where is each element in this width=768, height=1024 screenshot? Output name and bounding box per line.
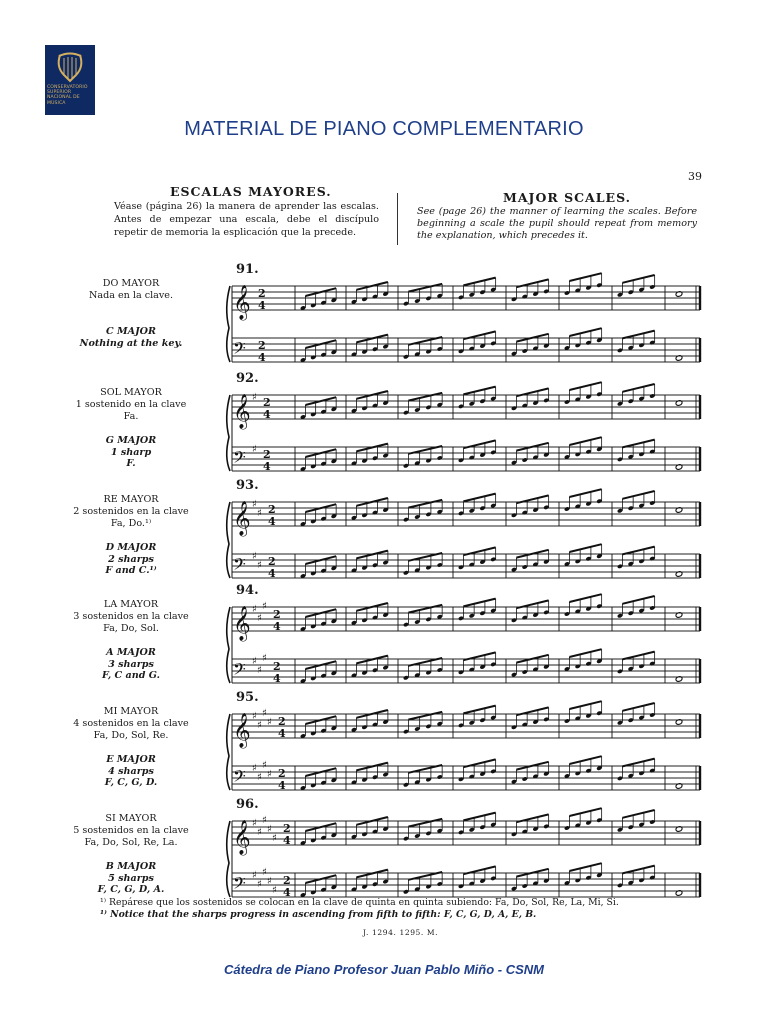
scale-number: 96. — [236, 797, 259, 812]
note-beam — [622, 547, 654, 555]
logo-text: CONSERVATORIO SUPERIOR NACIONAL DE MÚSICA — [47, 85, 88, 106]
bass-clef-icon: 𝄢 — [233, 447, 246, 471]
treble-clef-icon: 𝄞 — [233, 606, 251, 641]
time-signature: 2 — [258, 339, 266, 352]
brace-icon — [227, 821, 230, 897]
english-label-line: E MAJOR — [106, 754, 156, 765]
note-beam — [622, 596, 654, 604]
time-signature: 4 — [268, 515, 276, 528]
english-label-line: 2 sharps — [108, 553, 154, 565]
footer-credit: Cátedra de Piano Profesor Juan Pablo Miño - CSNM — [224, 962, 544, 977]
note-beam — [356, 551, 388, 559]
note-beam — [622, 652, 654, 660]
note-beam — [569, 863, 601, 871]
spanish-label-line: SI MAYOR — [105, 813, 157, 824]
time-signature: 4 — [263, 460, 271, 473]
sharp-icon: ♯ — [262, 653, 267, 664]
heading-english: MAJOR SCALES. — [503, 190, 632, 205]
bass-clef-icon: 𝄢 — [233, 873, 246, 897]
note-beam — [408, 500, 442, 508]
note-beam — [569, 382, 601, 390]
spanish-label-line: Fa, Do, Sol. — [103, 623, 159, 634]
english-scale-label — [56, 754, 206, 789]
scale-number: 94. — [236, 583, 259, 598]
spanish-label-line: SOL MAYOR — [100, 387, 162, 398]
time-signature: 4 — [283, 834, 291, 847]
note-beam — [569, 489, 601, 497]
sharp-icon: ♯ — [257, 772, 262, 783]
note-beam — [356, 444, 388, 452]
scale-number: 91. — [236, 262, 259, 277]
intro-spanish: Véase (página 26) la manera de aprender las escalas. Antes de empezar una escala, debe el discípulo repetir de memoria la esplicación que la precede. — [114, 201, 379, 238]
note-beam — [569, 544, 601, 552]
spanish-label-line: 2 sostenidos en la clave — [73, 506, 189, 517]
english-label-line: F, C and G. — [102, 670, 160, 681]
sharp-icon: ♯ — [257, 879, 262, 890]
grand-staff — [228, 599, 700, 691]
sharp-icon: ♯ — [257, 720, 262, 731]
time-signature: 2 — [283, 874, 291, 887]
time-signature: 4 — [273, 672, 281, 685]
page-number: 39 — [688, 170, 702, 183]
treble-clef-icon: 𝄞 — [233, 820, 251, 855]
note-beam — [622, 384, 654, 392]
time-signature: 2 — [258, 287, 266, 300]
conservatory-logo — [45, 45, 95, 115]
note-beam — [622, 810, 654, 818]
heading-spanish: ESCALAS MAYORES. — [170, 184, 332, 199]
note-beam — [463, 278, 495, 286]
spanish-label-line: Fa, Do, Sol, Re, La. — [84, 837, 178, 848]
time-signature: 2 — [273, 660, 281, 673]
grand-staff — [228, 387, 700, 479]
bass-clef-icon: 𝄢 — [233, 554, 246, 578]
note-beam — [569, 649, 601, 657]
time-signature: 2 — [263, 448, 271, 461]
spanish-label-line: 3 sostenidos en la clave — [73, 611, 189, 622]
sharp-icon: ♯ — [267, 717, 272, 728]
time-signature: 2 — [283, 822, 291, 835]
sharp-icon: ♯ — [252, 763, 257, 774]
note-beam — [463, 387, 495, 395]
spanish-label-line: RE MAYOR — [103, 494, 159, 505]
note-beam — [356, 870, 388, 878]
time-signature: 4 — [258, 299, 266, 312]
sharp-icon: ♯ — [267, 769, 272, 780]
sharp-icon: ♯ — [262, 601, 267, 612]
sharp-icon: ♯ — [252, 711, 257, 722]
note-beam — [569, 594, 601, 602]
english-scale-label — [56, 542, 206, 577]
note-beam — [463, 813, 495, 821]
treble-clef-icon: 𝄞 — [233, 501, 251, 536]
english-label-line: 3 sharps — [108, 658, 154, 670]
spanish-label-line: Nada en la clave. — [88, 290, 174, 301]
note-beam — [356, 335, 388, 343]
note-beam — [408, 605, 442, 613]
note-beam — [463, 706, 495, 714]
plate-number: J. 1294. 1295. M. — [363, 928, 439, 937]
sharp-icon: ♯ — [262, 815, 267, 826]
sharp-icon: ♯ — [257, 613, 262, 624]
note-beam — [463, 494, 495, 502]
brace-icon — [227, 286, 230, 362]
note-beam — [569, 808, 601, 816]
sharp-icon: ♯ — [252, 604, 257, 615]
note-beam — [569, 437, 601, 445]
note-beam — [356, 763, 388, 771]
brace-icon — [227, 395, 230, 471]
english-scale-label — [56, 861, 206, 896]
time-signature: 2 — [278, 767, 286, 780]
scale-number: 95. — [236, 690, 259, 705]
english-scale-label — [56, 647, 206, 682]
spanish-label-line: Fa. — [123, 411, 139, 422]
spanish-label-line: DO MAYOR — [102, 278, 160, 289]
scale-number: 93. — [236, 478, 259, 493]
time-signature: 4 — [283, 886, 291, 899]
note-beam — [569, 273, 601, 281]
english-label-line: F and C.¹⁾ — [105, 565, 157, 576]
spanish-scale-label — [56, 706, 206, 742]
note-beam — [622, 275, 654, 283]
note-beam — [622, 759, 654, 767]
spanish-label-line: Fa, Do.¹⁾ — [110, 518, 152, 529]
bass-clef-icon: 𝄢 — [233, 338, 246, 362]
english-label-line: F, C, G, D. — [104, 777, 158, 788]
english-label-line: 4 sharps — [108, 765, 154, 777]
spanish-scale-label — [56, 278, 206, 302]
brace-icon — [227, 607, 230, 683]
time-signature: 4 — [273, 620, 281, 633]
lyre-icon — [54, 51, 86, 85]
english-label-line: G MAJOR — [105, 435, 157, 446]
sharp-icon: ♯ — [252, 818, 257, 829]
sharp-icon: ♯ — [262, 867, 267, 878]
time-signature: 4 — [278, 727, 286, 740]
sharp-icon: ♯ — [262, 708, 267, 719]
spanish-scale-label — [56, 494, 206, 530]
sharp-icon: ♯ — [267, 876, 272, 887]
note-beam — [569, 756, 601, 764]
sharp-icon: ♯ — [257, 508, 262, 519]
sharp-icon: ♯ — [257, 665, 262, 676]
english-label-line: A MAJOR — [106, 647, 156, 658]
sharp-icon: ♯ — [252, 551, 257, 562]
footnote-english: ¹⁾ Notice that the sharps progress in ascending from fifth to fifth: F, C, G, D, A, E, B. — [100, 909, 537, 920]
english-label-line: B MAJOR — [105, 861, 157, 872]
english-scale-label — [56, 435, 206, 470]
grand-staff — [228, 706, 700, 798]
spanish-label-line: 4 sostenidos en la clave — [73, 718, 189, 729]
sharp-icon: ♯ — [272, 833, 277, 844]
note-beam — [408, 393, 442, 401]
time-signature: 2 — [268, 555, 276, 568]
sharp-icon: ♯ — [252, 392, 257, 403]
note-beam — [569, 328, 601, 336]
note-beam — [463, 599, 495, 607]
grand-staff — [228, 813, 700, 905]
grand-staff — [228, 278, 700, 370]
spanish-scale-label — [56, 813, 206, 849]
english-label-line: 5 sharps — [108, 872, 154, 884]
spanish-label-line: 5 sostenidos en la clave — [73, 825, 189, 836]
sharp-icon: ♯ — [262, 760, 267, 771]
sharp-icon: ♯ — [257, 827, 262, 838]
note-beam — [622, 703, 654, 711]
brace-icon — [227, 714, 230, 790]
note-beam — [356, 656, 388, 664]
bass-clef-icon: 𝄢 — [233, 766, 246, 790]
time-signature: 4 — [278, 779, 286, 792]
english-label-line: F, C, G, D, A. — [97, 884, 165, 895]
time-signature: 4 — [263, 408, 271, 421]
english-label-line: Nothing at the key. — [79, 337, 183, 349]
sharp-icon: ♯ — [252, 499, 257, 510]
english-label-line: 1 sharp — [110, 446, 152, 458]
spanish-label-line: 1 sostenido en la clave — [75, 399, 187, 410]
note-beam — [569, 701, 601, 709]
column-divider — [397, 193, 398, 245]
note-beam — [622, 331, 654, 339]
english-label-line: C MAJOR — [106, 326, 156, 337]
footnote-spanish: ¹⁾ Repárese que los sostenidos se colocan en la clave de quinta en quinta subiendo: Fa, Do, Sol, Re, La, Mi, Si. — [100, 897, 619, 908]
spanish-label-line: LA MAYOR — [103, 599, 159, 610]
note-beam — [622, 440, 654, 448]
note-beam — [622, 491, 654, 499]
treble-clef-icon: 𝄞 — [233, 713, 251, 748]
treble-clef-icon: 𝄞 — [233, 285, 251, 320]
note-beam — [622, 866, 654, 874]
sharp-icon: ♯ — [252, 656, 257, 667]
treble-clef-icon: 𝄞 — [233, 394, 251, 429]
sharp-icon: ♯ — [267, 824, 272, 835]
time-signature: 2 — [278, 715, 286, 728]
spanish-scale-label — [56, 387, 206, 423]
note-beam — [408, 819, 442, 827]
sharp-icon: ♯ — [272, 885, 277, 896]
sharp-icon: ♯ — [252, 444, 257, 455]
page-title: MATERIAL DE PIANO COMPLEMENTARIO — [184, 118, 584, 140]
sharp-icon: ♯ — [257, 560, 262, 571]
brace-icon — [227, 502, 230, 578]
time-signature: 2 — [263, 396, 271, 409]
time-signature: 4 — [258, 351, 266, 364]
time-signature: 2 — [273, 608, 281, 621]
time-signature: 4 — [268, 567, 276, 580]
english-scale-label — [56, 326, 206, 349]
spanish-label-line: Fa, Do, Sol, Re. — [93, 730, 169, 741]
english-label-line: D MAJOR — [105, 542, 157, 553]
spanish-scale-label — [56, 599, 206, 635]
spanish-label-line: MI MAYOR — [103, 706, 159, 717]
bass-clef-icon: 𝄢 — [233, 659, 246, 683]
note-beam — [408, 712, 442, 720]
intro-english: See (page 26) the manner of learning the scales. Before beginning a scale the pupil should repeat from memory the explanation, which precedes it. — [417, 206, 697, 241]
grand-staff — [228, 494, 700, 586]
note-beam — [408, 284, 442, 292]
time-signature: 2 — [268, 503, 276, 516]
sharp-icon: ♯ — [252, 870, 257, 881]
english-label-line: F. — [126, 458, 136, 469]
scale-number: 92. — [236, 371, 259, 386]
